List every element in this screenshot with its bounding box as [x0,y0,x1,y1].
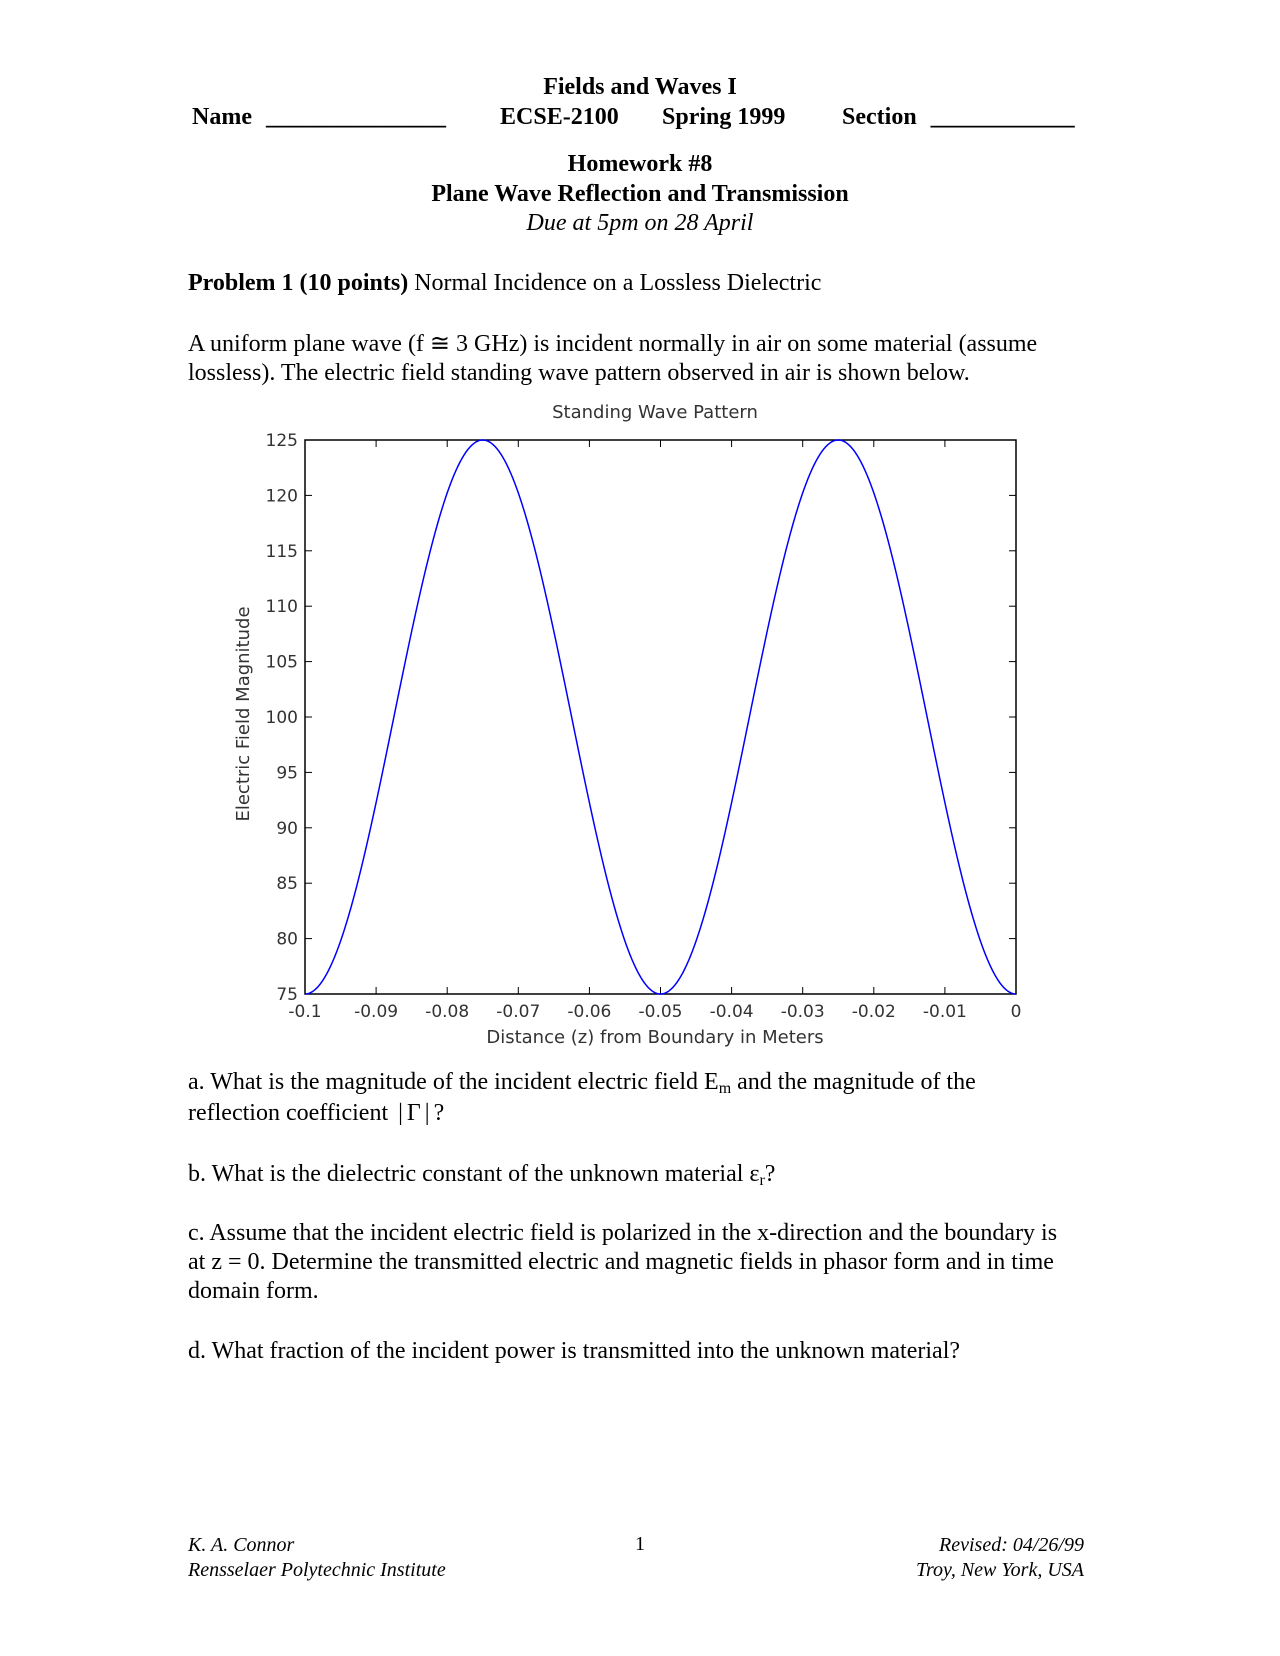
course-title: Fields and Waves I [543,74,737,100]
x-tick-label: -0.06 [567,1002,612,1022]
y-axis-label: Electric Field Magnitude [233,606,254,822]
tick-layer [266,431,1022,1022]
x-tick-label: -0.01 [922,1002,967,1022]
homework-number: Homework #8 [567,151,713,177]
gamma-symbol: |Γ| [398,1100,434,1126]
question-b [188,1160,775,1189]
x-tick-label: 0 [1010,1002,1022,1022]
y-tick-label: 75 [276,985,298,1005]
question-c-line-2: at z = 0. Determine the transmitted electric and magnetic fields in phasor form and in time [188,1249,1054,1275]
question-a-line-2 [188,1099,444,1128]
question-c-line-3: domain form. [188,1278,319,1304]
y-tick-label: 80 [276,929,298,950]
question-b-text: b. What is the dielectric constant of the unknown material ε [188,1161,760,1187]
y-tick-label: 125 [265,431,298,451]
y-tick-label: 85 [276,874,298,895]
term: Spring 1999 [662,104,786,130]
question-a-subscript: m [718,1080,732,1097]
course-code: ECSE-2100 [500,104,619,130]
standing-wave-line [305,440,1016,994]
page-number: 1 [635,1533,645,1555]
footer-revised: Revised: 04/26/99 [939,1534,1084,1556]
question-a-line-1 [188,1068,976,1097]
chart-title: Standing Wave Pattern [552,402,758,423]
section-label: Section [842,104,917,130]
x-tick-label: -0.08 [425,1002,470,1022]
homework-topic: Plane Wave Reflection and Transmission [431,181,849,207]
x-tick-label: -0.09 [354,1002,399,1022]
y-tick-label: 110 [265,597,298,618]
y-tick-label: 100 [265,708,298,728]
due-date: Due at 5pm on 28 April [526,210,754,236]
question-a-part1: a. What is the magnitude of the incident electric field E [188,1069,719,1095]
problem-subtitle: Normal Incidence on a Lossless Dielectric [414,270,822,296]
problem-heading: Problem 1 (10 points) [188,270,409,296]
footer-location: Troy, New York, USA [916,1559,1084,1581]
name-label: Name [192,104,252,130]
question-b-subscript: r [759,1172,765,1189]
question-d: d. What fraction of the incident power is transmitted into the unknown material? [188,1338,961,1364]
question-b-end: ? [764,1161,776,1187]
plot-frame [305,440,1016,994]
name-blank: _______________ [265,104,446,130]
footer-author: K. A. Connor [188,1534,295,1556]
question-a-part2: and the magnitude of the [731,1069,976,1095]
x-tick-label: -0.02 [851,1002,896,1022]
x-tick-label: -0.05 [638,1002,683,1022]
x-tick-label: -0.04 [709,1002,754,1022]
y-tick-label: 90 [276,818,298,839]
problem-intro-line-1: A uniform plane wave (f ≅ 3 GHz) is incident normally in air on some material (assume [188,331,1038,357]
y-tick-label: 120 [265,486,298,507]
problem-intro-line-2: lossless). The electric field standing wave pattern observed in air is shown below. [188,360,970,386]
question-a-end: ? [433,1100,445,1126]
x-tick-label: -0.07 [496,1002,541,1022]
question-a-line2-text: reflection coefficient [188,1100,395,1126]
y-tick-label: 95 [276,763,298,784]
section-blank: ____________ [930,104,1075,130]
footer-institution: Rensselaer Polytechnic Institute [188,1559,446,1581]
y-tick-label: 115 [265,541,298,562]
y-tick-label: 105 [265,652,298,673]
x-axis-label: Distance (z) from Boundary in Meters [486,1027,824,1048]
question-c-line-1: c. Assume that the incident electric field is polarized in the x-direction and the boundary is [188,1220,1058,1246]
x-tick-label: -0.1 [288,1002,322,1022]
x-tick-label: -0.03 [780,1002,825,1022]
